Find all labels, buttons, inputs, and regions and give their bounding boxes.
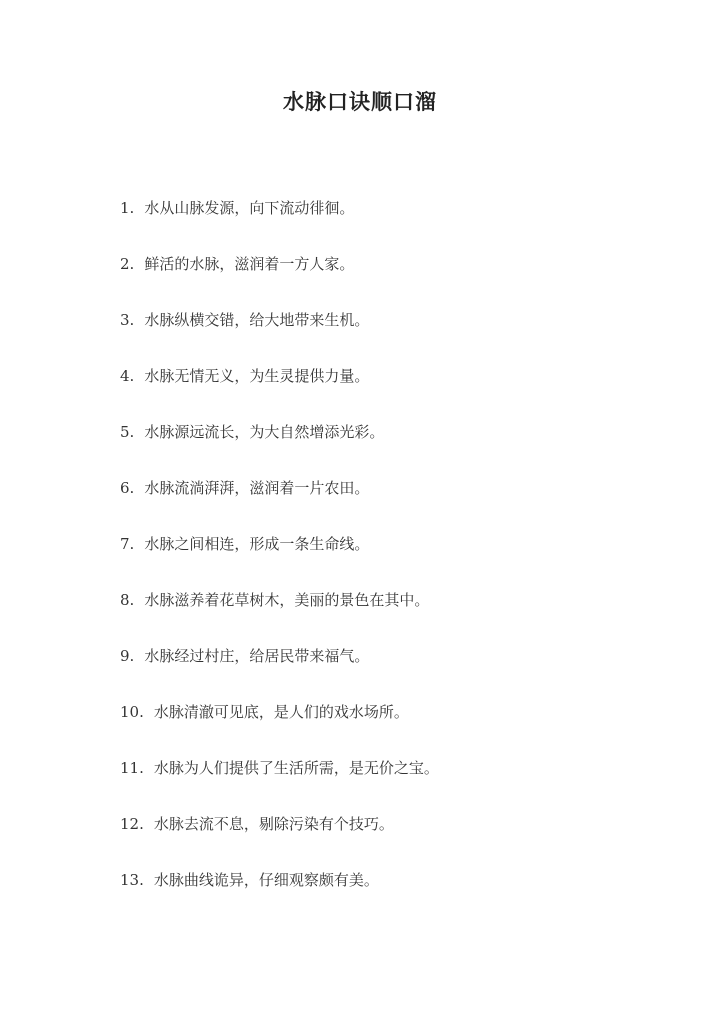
item-number: 1. (120, 199, 135, 217)
rhyme-list (120, 194, 439, 922)
list-item (120, 642, 439, 698)
item-number: 6. (120, 479, 135, 497)
item-number: 9. (120, 647, 135, 665)
item-text: 水脉无情无义，为生灵提供力量。 (144, 367, 370, 385)
item-number: 12. (120, 815, 144, 833)
list-item (120, 698, 439, 754)
item-text: 水脉纵横交错，给大地带来生机。 (144, 311, 370, 329)
item-number: 4. (120, 367, 135, 385)
list-item (120, 418, 439, 474)
item-number: 2. (120, 255, 135, 273)
list-item (120, 586, 439, 642)
item-number: 3. (120, 311, 135, 329)
list-item (120, 754, 439, 810)
page-title: 水脉口诀顺口溜 (283, 89, 437, 114)
item-text: 水脉之间相连，形成一条生命线。 (144, 535, 370, 553)
list-item (120, 362, 439, 418)
item-number: 13. (120, 871, 144, 889)
list-item (120, 194, 439, 250)
item-text: 鲜活的水脉，滋润着一方人家。 (144, 255, 355, 273)
item-text: 水脉曲线诡异，仔细观察颇有美。 (153, 871, 379, 889)
item-text: 水脉流淌湃湃，滋润着一片农田。 (144, 479, 370, 497)
item-number: 11. (120, 759, 144, 777)
list-item (120, 866, 439, 922)
item-number: 8. (120, 591, 135, 609)
item-number: 5. (120, 423, 135, 441)
list-item (120, 810, 439, 866)
item-text: 水从山脉发源，向下流动徘徊。 (144, 199, 355, 217)
item-text: 水脉清澈可见底，是人们的戏水场所。 (153, 703, 409, 721)
item-text: 水脉源远流长，为大自然增添光彩。 (144, 423, 385, 441)
list-item (120, 530, 439, 586)
item-text: 水脉经过村庄，给居民带来福气。 (144, 647, 370, 665)
item-text: 水脉为人们提供了生活所需，是无价之宝。 (153, 759, 439, 777)
list-item (120, 250, 439, 306)
item-number: 10. (120, 703, 144, 721)
list-item (120, 306, 439, 362)
item-text: 水脉滋养着花草树木，美丽的景色在其中。 (144, 591, 430, 609)
item-text: 水脉去流不息，剔除污染有个技巧。 (153, 815, 394, 833)
item-number: 7. (120, 535, 135, 553)
list-item (120, 474, 439, 530)
